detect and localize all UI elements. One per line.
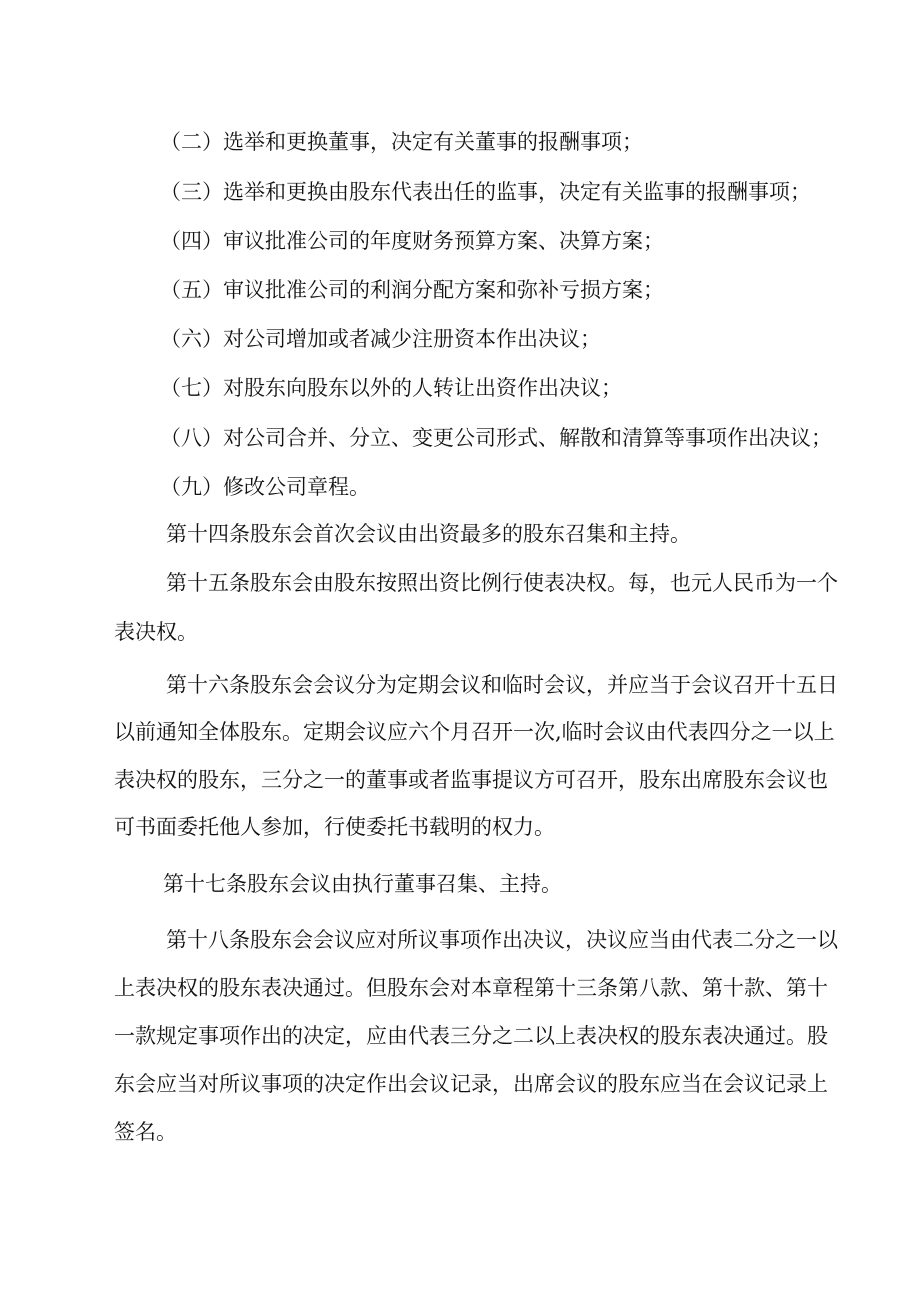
article-18-line: 一款规定事项作出的决定，应由代表三分之二以上表决权的股东表决通过。股 xyxy=(114,1024,828,1048)
article-16-line: 表决权的股东，三分之一的董事或者监事提议方可召开，股东出席股东会议也 xyxy=(114,768,828,792)
article-16-line: 第十六条股东会会议分为定期会议和临时会议，并应当于会议召开十五日 xyxy=(166,673,838,697)
list-item: （七）对股东向股东以外的人转让出资作出决议； xyxy=(160,376,622,400)
article-18-line: 上表决权的股东表决通过。但股东会对本章程第十三条第八款、第十款、第十 xyxy=(114,976,828,1000)
article-16-line: 以前通知全体股东。定期会议应六个月召开一次,临时会议由代表四分之一以上 xyxy=(114,720,835,744)
list-item: （二）选举和更换董事，决定有关董事的报酬事项； xyxy=(160,130,643,154)
article-18-line: 东会应当对所议事项的决定作出会议记录，出席会议的股东应当在会议记录上 xyxy=(114,1072,828,1096)
list-item: （四）审议批准公司的年度财务预算方案、决算方案； xyxy=(160,229,664,253)
article-16-line: 可书面委托他人参加，行使委托书载明的权力。 xyxy=(114,815,555,839)
list-item: （五）审议批准公司的利润分配方案和弥补亏损方案； xyxy=(160,278,664,302)
article-18-line: 第十八条股东会会议应对所议事项作出决议，决议应当由代表二分之一以 xyxy=(166,928,838,952)
list-item: （九）修改公司章程。 xyxy=(160,475,370,499)
list-item: （八）对公司合并、分立、变更公司形式、解散和清算等事项作出决议； xyxy=(160,426,832,450)
article-18-line: 签名。 xyxy=(114,1120,177,1144)
article-15-line: 第十五条股东会由股东按照出资比例行使表决权。每，也元人民币为一个 xyxy=(166,571,838,595)
article-15-line: 表决权。 xyxy=(114,620,198,644)
article-14-line: 第十四条股东会首次会议由出资最多的股东召集和主持。 xyxy=(166,522,691,546)
list-item: （三）选举和更换由股东代表出任的监事，决定有关监事的报酬事项； xyxy=(160,180,811,204)
list-item: （六）对公司增加或者减少注册资本作出决议； xyxy=(160,327,601,351)
article-17-line: 第十七条股东会议由执行董事召集、主持。 xyxy=(163,872,562,896)
